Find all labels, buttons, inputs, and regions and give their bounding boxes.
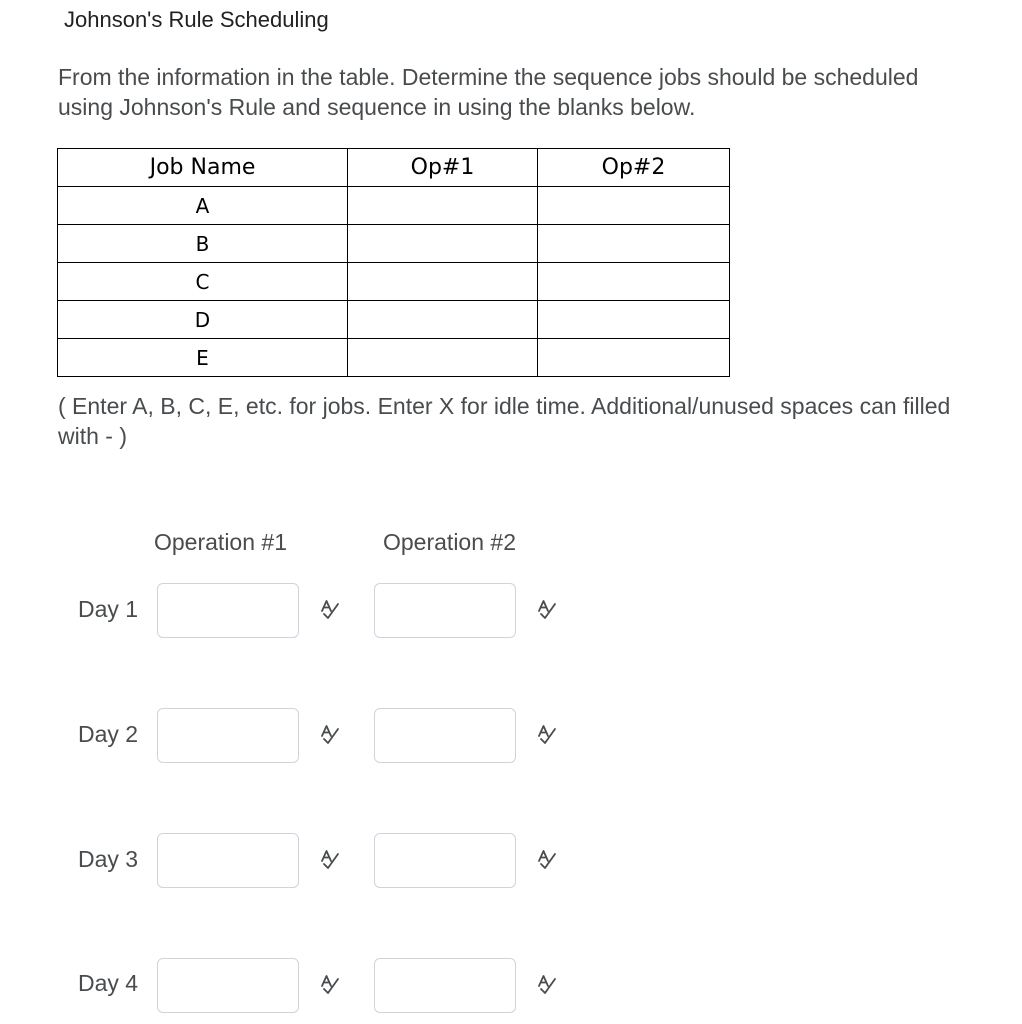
op2-cell [538, 225, 730, 263]
op1-cell [348, 339, 538, 377]
day-3-op1-input[interactable] [157, 833, 299, 888]
day-4-op1-input[interactable] [157, 958, 299, 1013]
job-name-cell: C [58, 263, 348, 301]
day-2-op1-input[interactable] [157, 708, 299, 763]
operation-2-header: Operation #2 [383, 529, 516, 555]
job-name-cell: D [58, 301, 348, 339]
spellcheck-icon[interactable] [535, 598, 559, 622]
day-2-op2-input[interactable] [374, 708, 516, 763]
day-4-label: Day 4 [78, 970, 139, 996]
op1-cell [348, 225, 538, 263]
table-row [58, 263, 730, 301]
table-row [58, 301, 730, 339]
op1-cell [348, 263, 538, 301]
spellcheck-icon[interactable] [318, 723, 342, 747]
spellcheck-icon[interactable] [535, 848, 559, 872]
instructions-text: ( Enter A, B, C, E, etc. for jobs. Enter X for idle time. Additional/unused spaces can filled with - ) [58, 393, 951, 449]
spellcheck-icon[interactable] [318, 598, 342, 622]
day-1-label: Day 1 [78, 596, 139, 622]
day-1-op1-input[interactable] [157, 583, 299, 638]
day-3-op2-input[interactable] [374, 833, 516, 888]
table-row [58, 339, 730, 377]
job-name-cell: A [58, 187, 348, 225]
table-header-row [58, 149, 730, 187]
day-4-op2-input[interactable] [374, 958, 516, 1013]
op2-cell [538, 263, 730, 301]
page-title: Johnson's Rule Scheduling [64, 7, 329, 32]
spellcheck-icon[interactable] [535, 973, 559, 997]
header-op2: Op#2 [538, 149, 730, 187]
header-op1: Op#1 [348, 149, 538, 187]
spellcheck-icon[interactable] [318, 848, 342, 872]
table-row [58, 187, 730, 225]
question-text: From the information in the table. Determine the sequence jobs should be scheduled using Johnson's Rule and sequence in using the blanks below. [58, 64, 919, 120]
op2-cell [538, 339, 730, 377]
table-row [58, 225, 730, 263]
spellcheck-icon[interactable] [535, 723, 559, 747]
day-1-op2-input[interactable] [374, 583, 516, 638]
op2-cell [538, 301, 730, 339]
day-2-label: Day 2 [78, 721, 139, 747]
job-name-cell: E [58, 339, 348, 377]
op1-cell [348, 301, 538, 339]
day-3-label: Day 3 [78, 846, 139, 872]
spellcheck-icon[interactable] [318, 973, 342, 997]
job-name-cell: B [58, 225, 348, 263]
operation-1-header: Operation #1 [154, 529, 287, 555]
job-table [57, 148, 730, 377]
header-job-name: Job Name [58, 149, 348, 187]
op2-cell [538, 187, 730, 225]
op1-cell [348, 187, 538, 225]
